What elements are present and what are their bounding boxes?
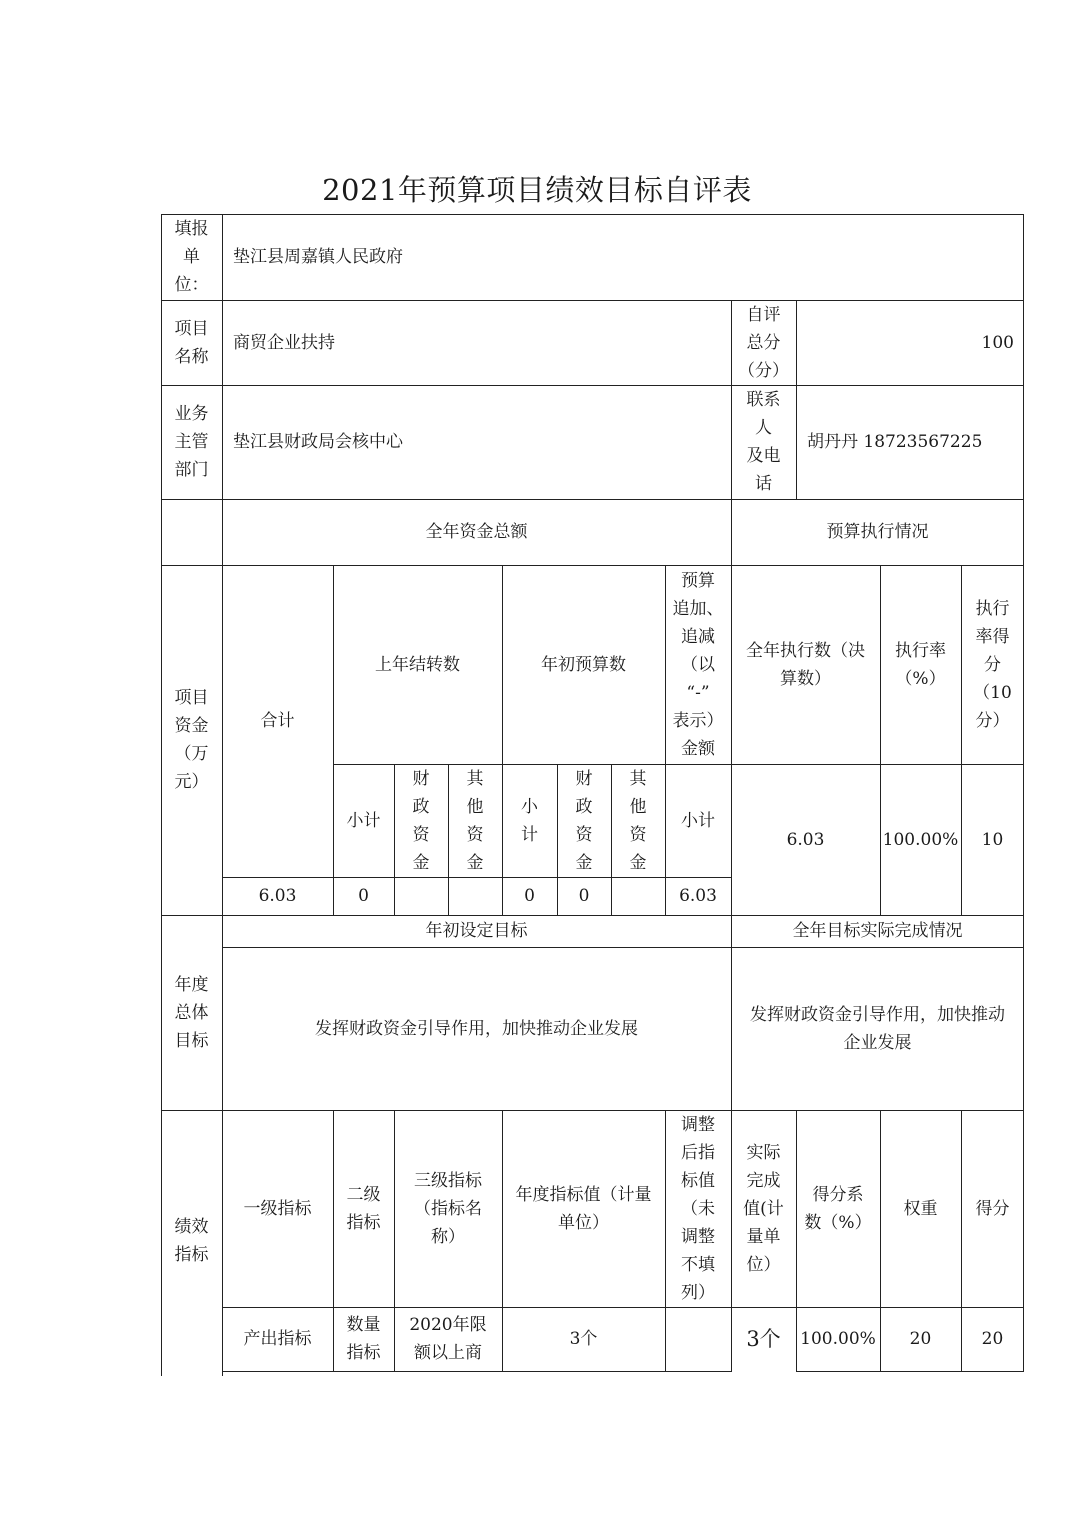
sub-carry-fiscal: 财 政 资 金 bbox=[412, 768, 430, 873]
col-carry-over: 上年结转数 bbox=[375, 654, 460, 675]
funds-total-header: 全年资金总额 bbox=[425, 522, 528, 542]
page-title: 2021年预算项目绩效目标自评表 bbox=[322, 173, 752, 207]
execution-rate-value: 100.00% bbox=[882, 829, 959, 850]
sub-carry-subtotal: 小计 bbox=[346, 810, 381, 831]
indicator-score-coefficient: 100.00% bbox=[800, 1329, 876, 1349]
initial-fiscal-value: 0 bbox=[578, 886, 590, 906]
project-name-value: 商贸企业扶持 bbox=[233, 332, 335, 353]
indicator-annual-value: 3个 bbox=[569, 1329, 598, 1349]
actual-completion-text: 发挥财政资金引导作用，加快推动 企业发展 bbox=[750, 1004, 1005, 1053]
col-budget-adjustment: 预算 追加、 追减 （以 “-” 表示） 金额 bbox=[672, 570, 724, 759]
contact-value: 胡丹丹 18723567225 bbox=[807, 432, 983, 452]
initial-goal-header: 年初设定目标 bbox=[425, 921, 528, 941]
project-funds-label: 项目 资金 （万 元） bbox=[174, 688, 209, 792]
self-score-value: 100 bbox=[981, 332, 1014, 353]
indicator-level1: 产出指标 bbox=[243, 1329, 312, 1349]
sub-initial-other: 其 他 资 金 bbox=[629, 768, 647, 873]
carry-subtotal-value: 0 bbox=[358, 886, 369, 906]
col-initial-budget: 年初预算数 bbox=[541, 654, 626, 675]
rule bbox=[796, 1371, 1024, 1372]
reporting-unit-value: 垫江县周嘉镇人民政府 bbox=[233, 247, 403, 267]
adjust-value: 6.03 bbox=[679, 886, 717, 906]
indicator-score: 20 bbox=[981, 1329, 1004, 1349]
col-actual-value: 实际 完成 值(计 量单 位） bbox=[743, 1142, 784, 1275]
sub-initial-subtotal: 小 计 bbox=[521, 796, 538, 845]
sub-adjust-subtotal: 小计 bbox=[681, 810, 715, 831]
total-value: 6.03 bbox=[258, 886, 297, 906]
department-label: 业务 主管 部门 bbox=[174, 404, 209, 480]
annual-goal-label: 年度 总体 目标 bbox=[174, 974, 209, 1051]
col-annual-indicator-value: 年度指标值（计量 单位） bbox=[515, 1184, 652, 1233]
sub-carry-other: 其 他 资 金 bbox=[466, 768, 484, 873]
performance-indicators-label: 绩效 指标 bbox=[174, 1217, 209, 1265]
col-level3-indicator: 三级指标 （指标名 称） bbox=[414, 1170, 482, 1247]
rule bbox=[222, 1371, 731, 1372]
initial-goal-text: 发挥财政资金引导作用，加快推动企业发展 bbox=[315, 1018, 638, 1039]
col-level1-indicator: 一级指标 bbox=[243, 1198, 312, 1219]
actual-completion-header: 全年目标实际完成情况 bbox=[792, 921, 963, 941]
col-weight: 权重 bbox=[903, 1198, 938, 1219]
indicator-adjusted-value bbox=[665, 1307, 731, 1371]
indicator-weight: 20 bbox=[909, 1329, 932, 1349]
execution-amount-value: 6.03 bbox=[786, 829, 825, 850]
carry-fiscal-value bbox=[394, 877, 448, 915]
col-execution-amount: 全年执行数（决 算数） bbox=[746, 640, 865, 689]
col-adjusted-indicator-value: 调整 后指 标值 （未 调整 不填 列） bbox=[681, 1114, 715, 1303]
initial-subtotal-value: 0 bbox=[524, 886, 535, 906]
self-score-label: 自评 总分 （分） bbox=[738, 304, 789, 381]
indicator-level3: 2020年限 额以上商 bbox=[409, 1315, 487, 1363]
sub-initial-fiscal: 财 政 资 金 bbox=[575, 768, 593, 873]
reporting-unit-label: 填报 单 位： bbox=[174, 219, 209, 295]
carry-other-value bbox=[448, 877, 502, 915]
indicator-actual-value: 3个 bbox=[746, 1327, 781, 1351]
col-total: 合计 bbox=[260, 711, 295, 731]
col-score-coefficient: 得分系 数（%） bbox=[804, 1184, 872, 1233]
budget-execution-header: 预算执行情况 bbox=[826, 522, 929, 542]
department-value: 垫江县财政局会核中心 bbox=[233, 432, 403, 452]
initial-other-value bbox=[611, 877, 665, 915]
indicator-level2: 数量 指标 bbox=[346, 1315, 381, 1363]
contact-label: 联系 人 及电 话 bbox=[746, 390, 781, 494]
project-name-label: 项目 名称 bbox=[174, 318, 209, 367]
col-level2-indicator: 二级 指标 bbox=[346, 1184, 381, 1233]
execution-score-value: 10 bbox=[981, 829, 1004, 850]
col-execution-score: 执行 率得 分 （10 分） bbox=[973, 598, 1012, 731]
col-score: 得分 bbox=[975, 1198, 1010, 1219]
col-execution-rate: 执行率 （%） bbox=[895, 640, 946, 689]
